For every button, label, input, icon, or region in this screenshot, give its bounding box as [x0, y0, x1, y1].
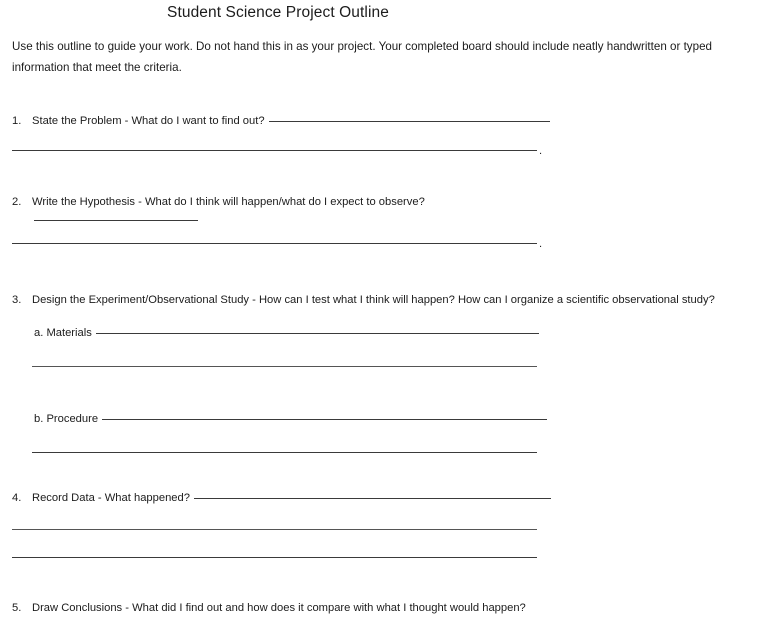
outline-item-4 — [12, 490, 551, 506]
outline-item-5-number: 5. — [12, 602, 22, 614]
answer-rule-1a[interactable] — [269, 121, 550, 122]
outline-item-2-text: Write the Hypothesis - What do I think will happen/what do I expect to observe? — [32, 196, 425, 208]
outline-item-3 — [12, 292, 715, 308]
answer-rule-1b-period: . — [539, 145, 543, 157]
answer-rule-1b[interactable] — [12, 150, 537, 151]
answer-rule-2a[interactable] — [34, 220, 198, 221]
answer-rule-2b[interactable] — [12, 243, 537, 244]
outline-item-4-number: 4. — [12, 492, 22, 504]
outline-subitem-3a — [34, 325, 539, 341]
outline-subitem-3b — [34, 411, 547, 427]
answer-rule-4b[interactable] — [12, 529, 537, 530]
outline-item-2-number: 2. — [12, 196, 22, 208]
outline-item-1 — [12, 113, 550, 129]
outline-item-2 — [12, 194, 425, 210]
outline-item-4-text: Record Data - What happened? — [32, 492, 190, 504]
outline-item-1-text: State the Problem - What do I want to find out? — [32, 115, 265, 127]
intro-paragraph: Use this outline to guide your work. Do not hand this in as your project. Your completed board should include neatly handwritten or typed information that meet the criteria. — [12, 40, 712, 74]
answer-rule-3b-2[interactable] — [32, 452, 537, 453]
answer-rule-3a-2[interactable] — [32, 366, 537, 367]
answer-rule-3b-1[interactable] — [102, 419, 547, 420]
outline-item-5-text: Draw Conclusions - What did I find out and how does it compare with what I thought would happen? — [32, 602, 526, 614]
outline-item-3-text: Design the Experiment/Observational Study - How can I test what I think will happen? How can I organize a scientific observational study? — [32, 294, 715, 306]
outline-item-5 — [12, 600, 526, 616]
outline-item-1-number: 1. — [12, 115, 22, 127]
answer-rule-4a[interactable] — [194, 498, 551, 499]
outline-subitem-3a-label: a. Materials — [34, 327, 92, 339]
page-title: Student Science Project Outline — [167, 4, 389, 21]
outline-item-3-number: 3. — [12, 294, 22, 306]
answer-rule-3a-1[interactable] — [96, 333, 539, 334]
answer-rule-4c[interactable] — [12, 557, 537, 558]
outline-subitem-3b-label: b. Procedure — [34, 413, 99, 425]
answer-rule-2b-period: . — [539, 238, 543, 250]
